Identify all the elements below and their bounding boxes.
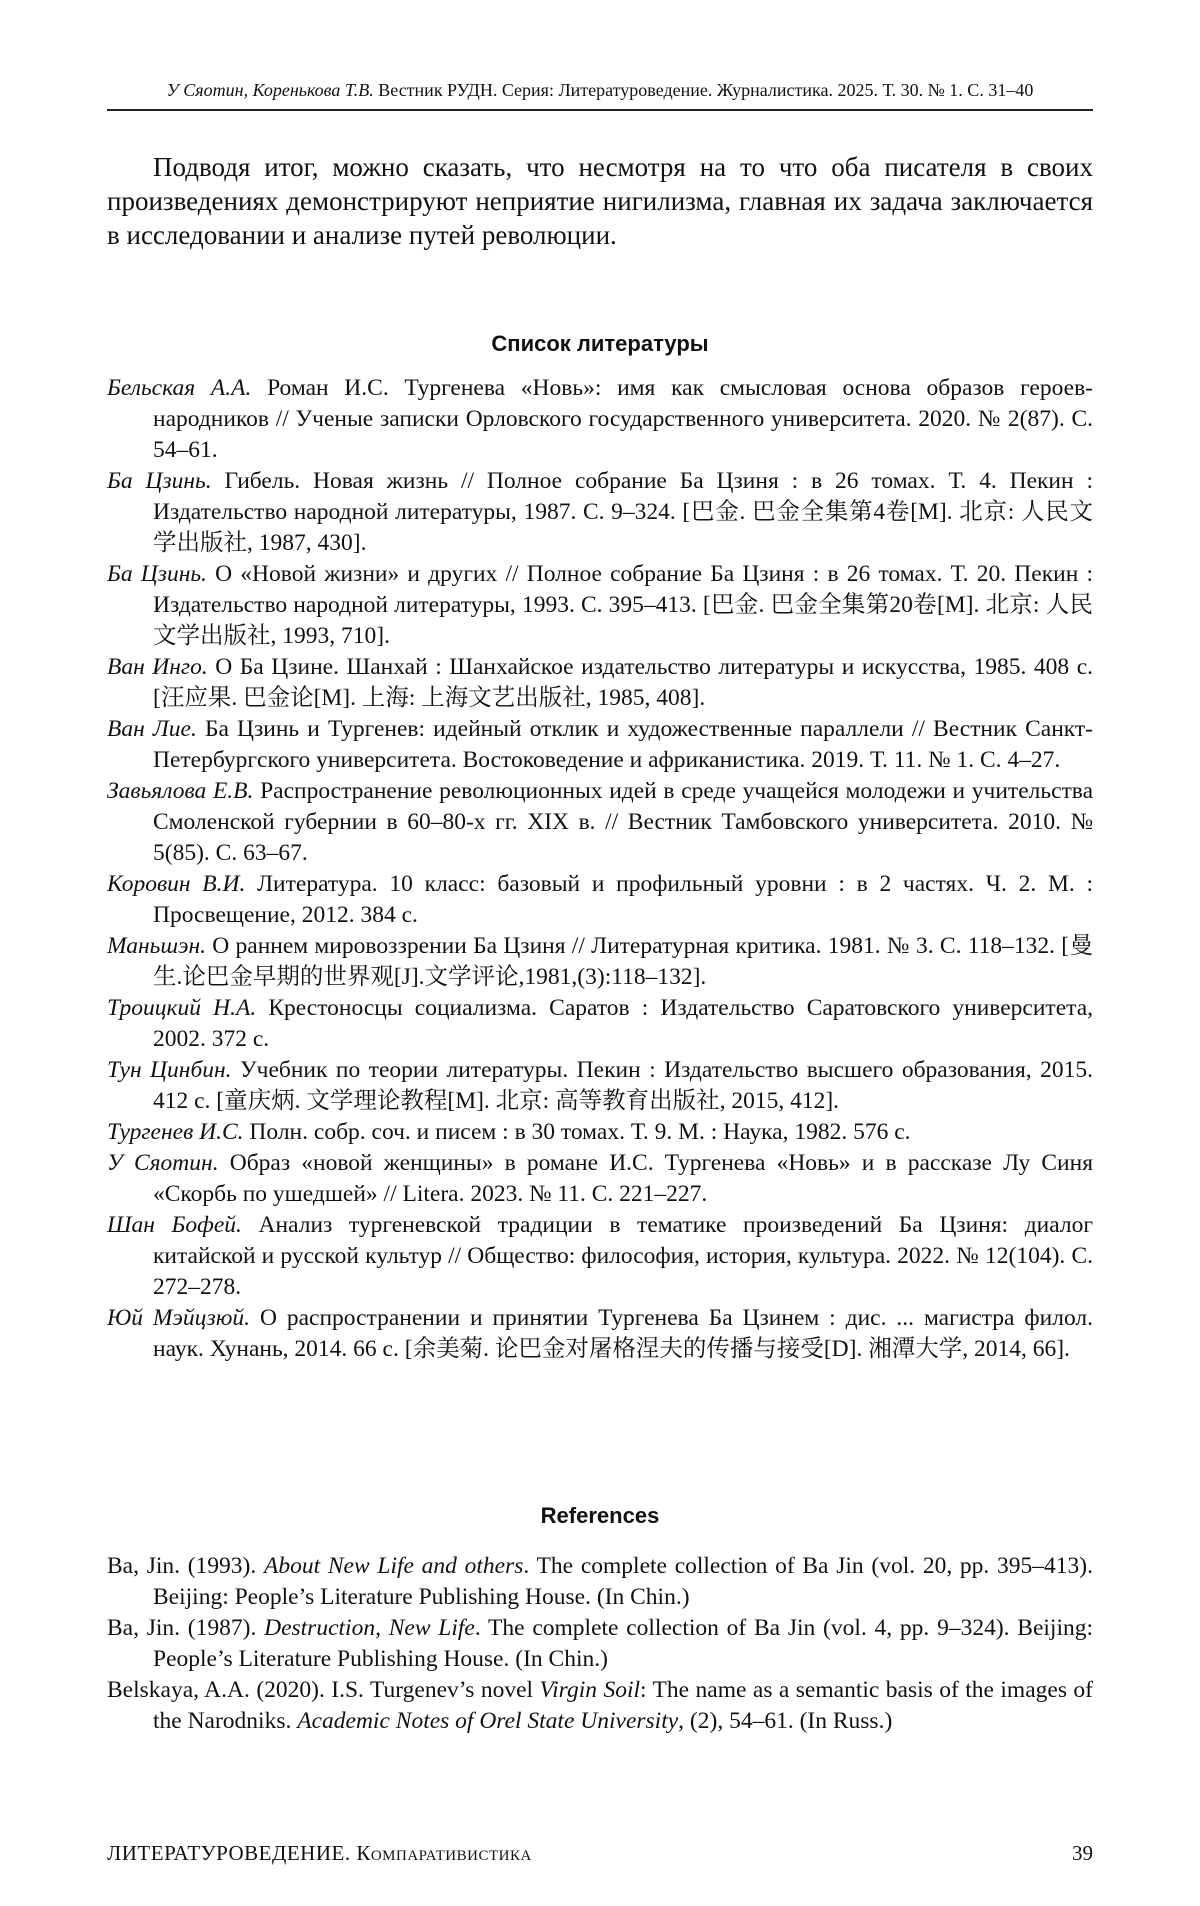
reference-entry (107, 1613, 1093, 1675)
bibliography-entry (107, 931, 1093, 993)
intro-paragraph: Подводя итог, можно сказать, что несмотря на то что оба писателя в своих произведениях демонстрируют неприятие нигилизма, главная их задача заключается в исследовании и анализе путей революции. (107, 150, 1093, 252)
bibliography-title: Список литературы (0, 331, 1200, 357)
entry-text: Роман И.С. Тургенева «Новь»: имя как смысловая основа образов героев-народников // Ученые записки Орловского государственного университета. 2020. № 2(87). С. 54–61. (153, 375, 1093, 463)
entry-text: О раннем мировоззрении Ба Цзиня // Литературная критика. 1981. № 3. С. 118–132. [曼生.论巴金早期的世界观[J].文学评论,1981,(3):118–132]. (153, 933, 1093, 990)
entry-author: Бельская А.А. (107, 375, 251, 401)
ref-title: Destruction, New Life (264, 1615, 475, 1641)
reference-entry (107, 1675, 1093, 1737)
ref-title: About New Life and others (264, 1553, 523, 1579)
entry-text: Литература. 10 класс: базовый и профильный уровни : в 2 частях. Ч. 2. М. : Просвещение, 2012. 384 с. (153, 871, 1093, 928)
entry-text: О «Новой жизни» и других // Полное собрание Ба Цзиня : в 26 томах. Т. 20. Пекин : Издательство народной литературы, 1993. С. 395–413. [巴金. 巴金全集第20卷[M]. 北京: 人民文学出版社, 1993, 710]. (153, 561, 1093, 649)
header-authors: У Сяотин, Коренькова Т.В. (167, 80, 374, 100)
ref-pre: Ba, Jin. (1987). (107, 1615, 264, 1641)
entry-author: Ба Цзинь. (107, 561, 207, 587)
entry-author: Ба Цзинь. (107, 468, 212, 494)
bibliography-entry (107, 714, 1093, 776)
entry-author: Ван Лие. (107, 716, 197, 742)
entry-text: Крестоносцы социализма. Саратов : Издательство Саратовского университета, 2002. 372 с. (153, 995, 1093, 1052)
entry-author: Тун Цинбин. (107, 1057, 232, 1083)
entry-author: Ван Инго. (107, 654, 208, 680)
entry-author: Троицкий Н.А. (107, 995, 256, 1021)
ref-title: Virgin Soil (540, 1677, 640, 1703)
ref-post: . The complete collection of Ba Jin (vol. 20, pp. 395–413). Beijing: People’s Literature Publishing House. (In Chin.) (153, 1553, 1093, 1610)
ref-post: : The name as a semantic basis of the images of the Narodniks. (153, 1677, 1093, 1734)
ref-post-2: , (2), 54–61. (In Russ.) (678, 1708, 892, 1734)
entry-text: Распространение революционных идей в среде учащейся молодежи и учительства Смоленской губернии в 60–80-х гг. XIX в. // Вестник Тамбовского университета. 2010. № 5(85). С. 63–67. (153, 778, 1093, 866)
entry-text: Анализ тургеневской традиции в тематике произведений Ба Цзиня: диалог китайской и русской культур // Общество: философия, история, культура. 2022. № 12(104). С. 272–278. (153, 1212, 1093, 1300)
ref-pre: Belskaya, A.A. (2020). I.S. Turgenev’s novel (107, 1677, 540, 1703)
reference-entry (107, 1551, 1093, 1613)
entry-text: Полн. собр. соч. и писем : в 30 томах. Т. 9. М. : Наука, 1982. 576 с. (244, 1119, 911, 1145)
bibliography-entry (107, 1148, 1093, 1210)
bibliography-entry (107, 1117, 1093, 1148)
bibliography-entry (107, 993, 1093, 1055)
bibliography-entry (107, 466, 1093, 559)
entry-author: Юй Мэйцзюй. (107, 1305, 250, 1331)
entry-author: Коровин В.И. (107, 871, 245, 897)
footer-section (107, 1841, 532, 1866)
bibliography-entry (107, 1055, 1093, 1117)
entry-text: О распространении и принятии Тургенева Ба Цзинем : дис. ... магистра филол. наук. Хунань, 2014. 66 с. [余美菊. 论巴金对屠格涅夫的传播与接受[D]. 湘潭大学, 2014, 66]. (153, 1305, 1093, 1362)
bibliography-list (107, 373, 1093, 1365)
bibliography-entry (107, 869, 1093, 931)
ref-journal: Academic Notes of Orel State University (297, 1708, 678, 1734)
footer-section-sub: Компаративистика (356, 1841, 531, 1865)
entry-author: У Сяотин. (107, 1150, 219, 1176)
entry-author: Тургенев И.С. (107, 1119, 244, 1145)
bibliography-entry (107, 1210, 1093, 1303)
entry-text: Учебник по теории литературы. Пекин : Издательство высшего образования, 2015. 412 с. [童庆炳. 文学理论教程[M]. 北京: 高等教育出版社, 2015, 412]. (153, 1057, 1093, 1114)
entry-text: Гибель. Новая жизнь // Полное собрание Ба Цзиня : в 26 томах. Т. 4. Пекин : Издательство народной литературы, 1987. С. 9–324. [巴金. 巴金全集第4卷[M]. 北京: 人民文学出版社, 1987, 430]. (153, 468, 1093, 556)
ref-post: . The complete collection of Ba Jin (vol. 4, pp. 9–324). Beijing: People’s Literature Publishing House. (In Chin.) (153, 1615, 1093, 1672)
entry-author: Шан Бофей. (107, 1212, 242, 1238)
bibliography-entry (107, 373, 1093, 466)
footer-section-main: ЛИТЕРАТУРОВЕДЕНИЕ. (107, 1841, 351, 1865)
header-citation: Вестник РУДН. Серия: Литературоведение. Журналистика. 2025. Т. 30. № 1. С. 31–40 (378, 80, 1033, 100)
bibliography-entry (107, 559, 1093, 652)
ref-pre: Ba, Jin. (1993). (107, 1553, 264, 1579)
bibliography-entry (107, 1303, 1093, 1365)
entry-text: О Ба Цзине. Шанхай : Шанхайское издательство литературы и искусства, 1985. 408 с. [汪应果. 巴金论[M]. 上海: 上海文艺出版社, 1985, 408]. (153, 654, 1093, 711)
page-number: 39 (1072, 1841, 1093, 1866)
references-title: References (0, 1503, 1200, 1529)
references-list (107, 1551, 1093, 1737)
entry-author: Завьялова Е.В. (107, 778, 253, 804)
bibliography-entry (107, 652, 1093, 714)
bibliography-entry (107, 776, 1093, 869)
entry-text: Образ «новой женщины» в романе И.С. Тургенева «Новь» и в рассказе Лу Синя «Скорбь по ушедшей» // Litera. 2023. № 11. С. 221–227. (153, 1150, 1093, 1207)
entry-text: Ба Цзинь и Тургенев: идейный отклик и художественные параллели // Вестник Санкт-Петербургского университета. Востоковедение и африканистика. 2019. Т. 11. № 1. С. 4–27. (153, 716, 1093, 773)
running-header (107, 80, 1093, 111)
entry-author: Маньшэн. (107, 933, 206, 959)
